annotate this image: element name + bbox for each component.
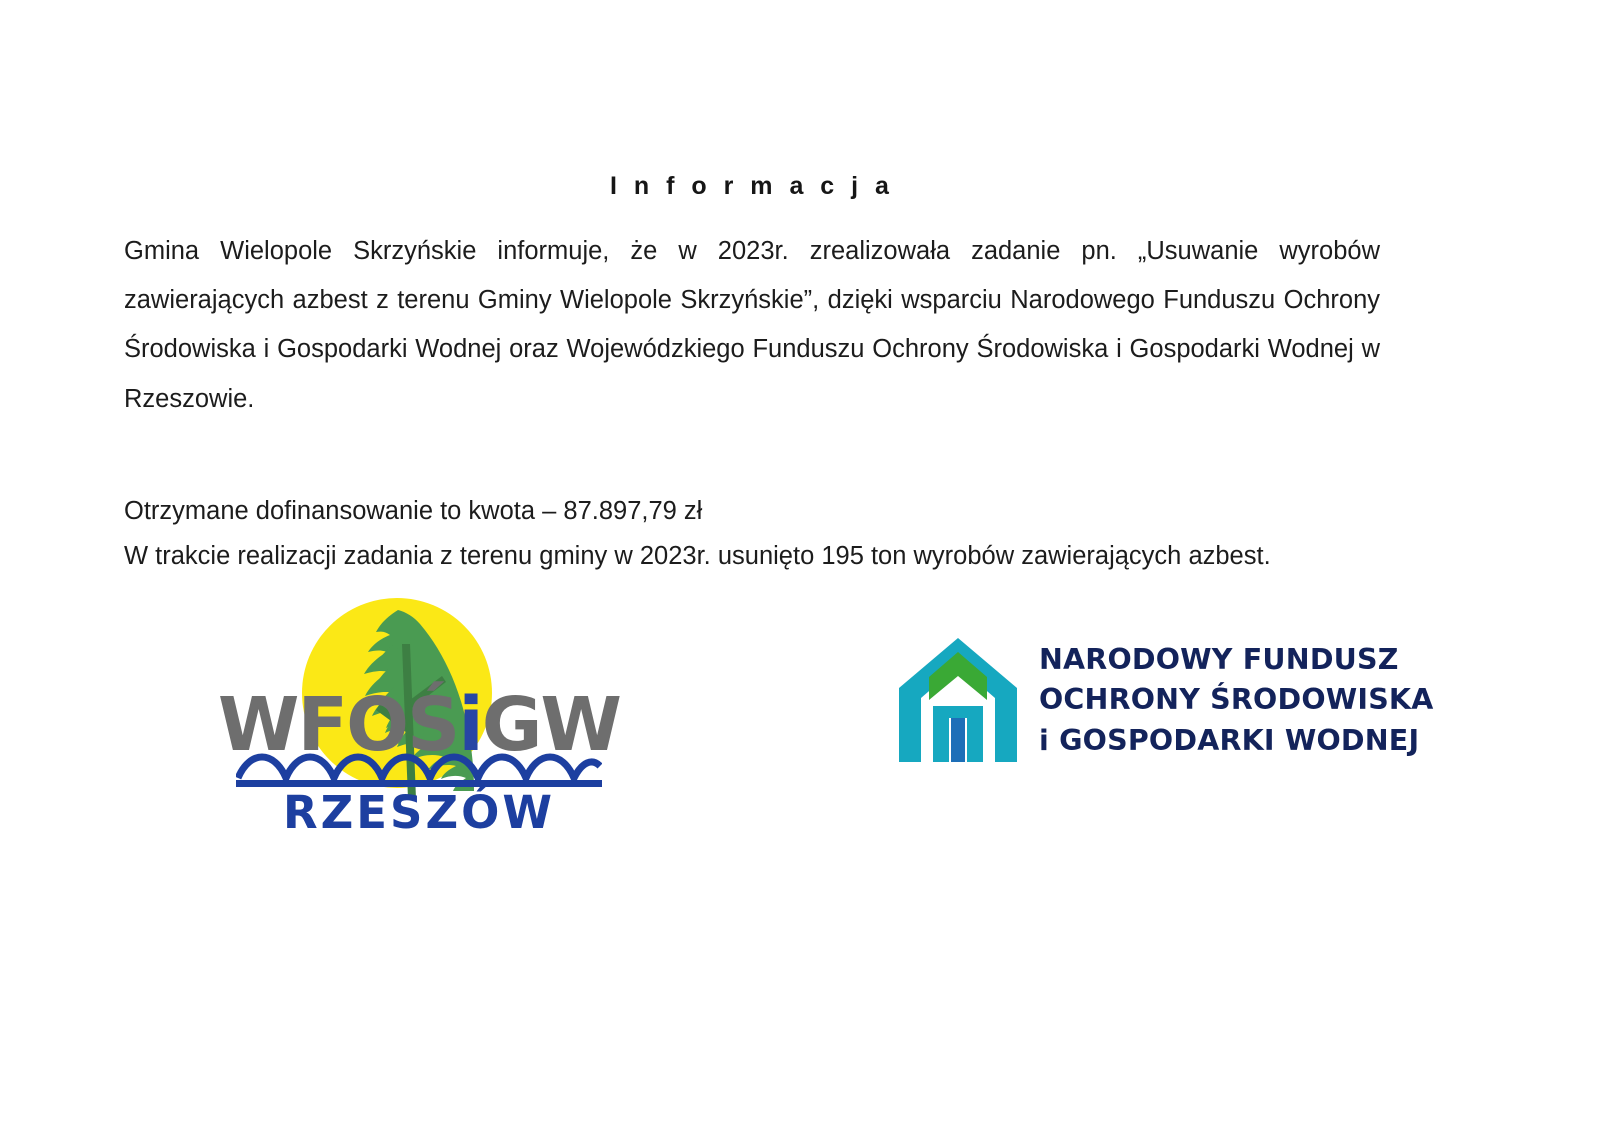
nfosigw-emblem-icon	[899, 638, 1017, 762]
wfosigw-acronym-i: i	[458, 682, 482, 768]
removed-amount-line: W trakcie realizacji zadania z terenu gminy w 2023r. usunięto 195 ton wyrobów zawierających azbest.	[124, 542, 1271, 571]
wfosigw-acronym-part1: WFOŚ	[217, 682, 459, 768]
wfosigw-rzeszow-logo	[184, 590, 654, 840]
paragraph-main: Gmina Wielopole Skrzyńskie informuje, że w 2023r. zrealizowała zadanie pn. „Usuwanie wyrobów zawierających azbest z terenu Gminy Wielopole Skrzyńskie”, dzięki wsparciu Narodowego Funduszu Ochrony Środowiska i Gospodarki Wodnej oraz Wojewódzkiego Funduszu Ochrony Środowiska i Gospodarki Wodnej w Rzeszowie.	[124, 237, 1380, 413]
nfosigw-wordmark	[1039, 640, 1459, 761]
page-title: I n f o r m a c j a	[610, 172, 894, 200]
summary-lines	[124, 489, 1380, 580]
document-body	[124, 0, 1380, 580]
waves-icon	[236, 748, 602, 790]
nfosigw-line-1: NARODOWY FUNDUSZ	[1039, 643, 1399, 676]
funding-amount-line: Otrzymane dofinansowanie to kwota – 87.897,79 zł	[124, 497, 703, 526]
wfosigw-city-label: RZESZÓW	[283, 786, 555, 839]
wfosigw-acronym-part2: GW	[481, 682, 621, 768]
nfosigw-line-3: i GOSPODARKI WODNEJ	[1039, 723, 1420, 757]
nfosigw-line-2: OCHRONY ŚRODOWISKA	[1039, 683, 1434, 717]
nfosigw-logo	[899, 638, 1459, 778]
logo-row	[124, 590, 1454, 850]
